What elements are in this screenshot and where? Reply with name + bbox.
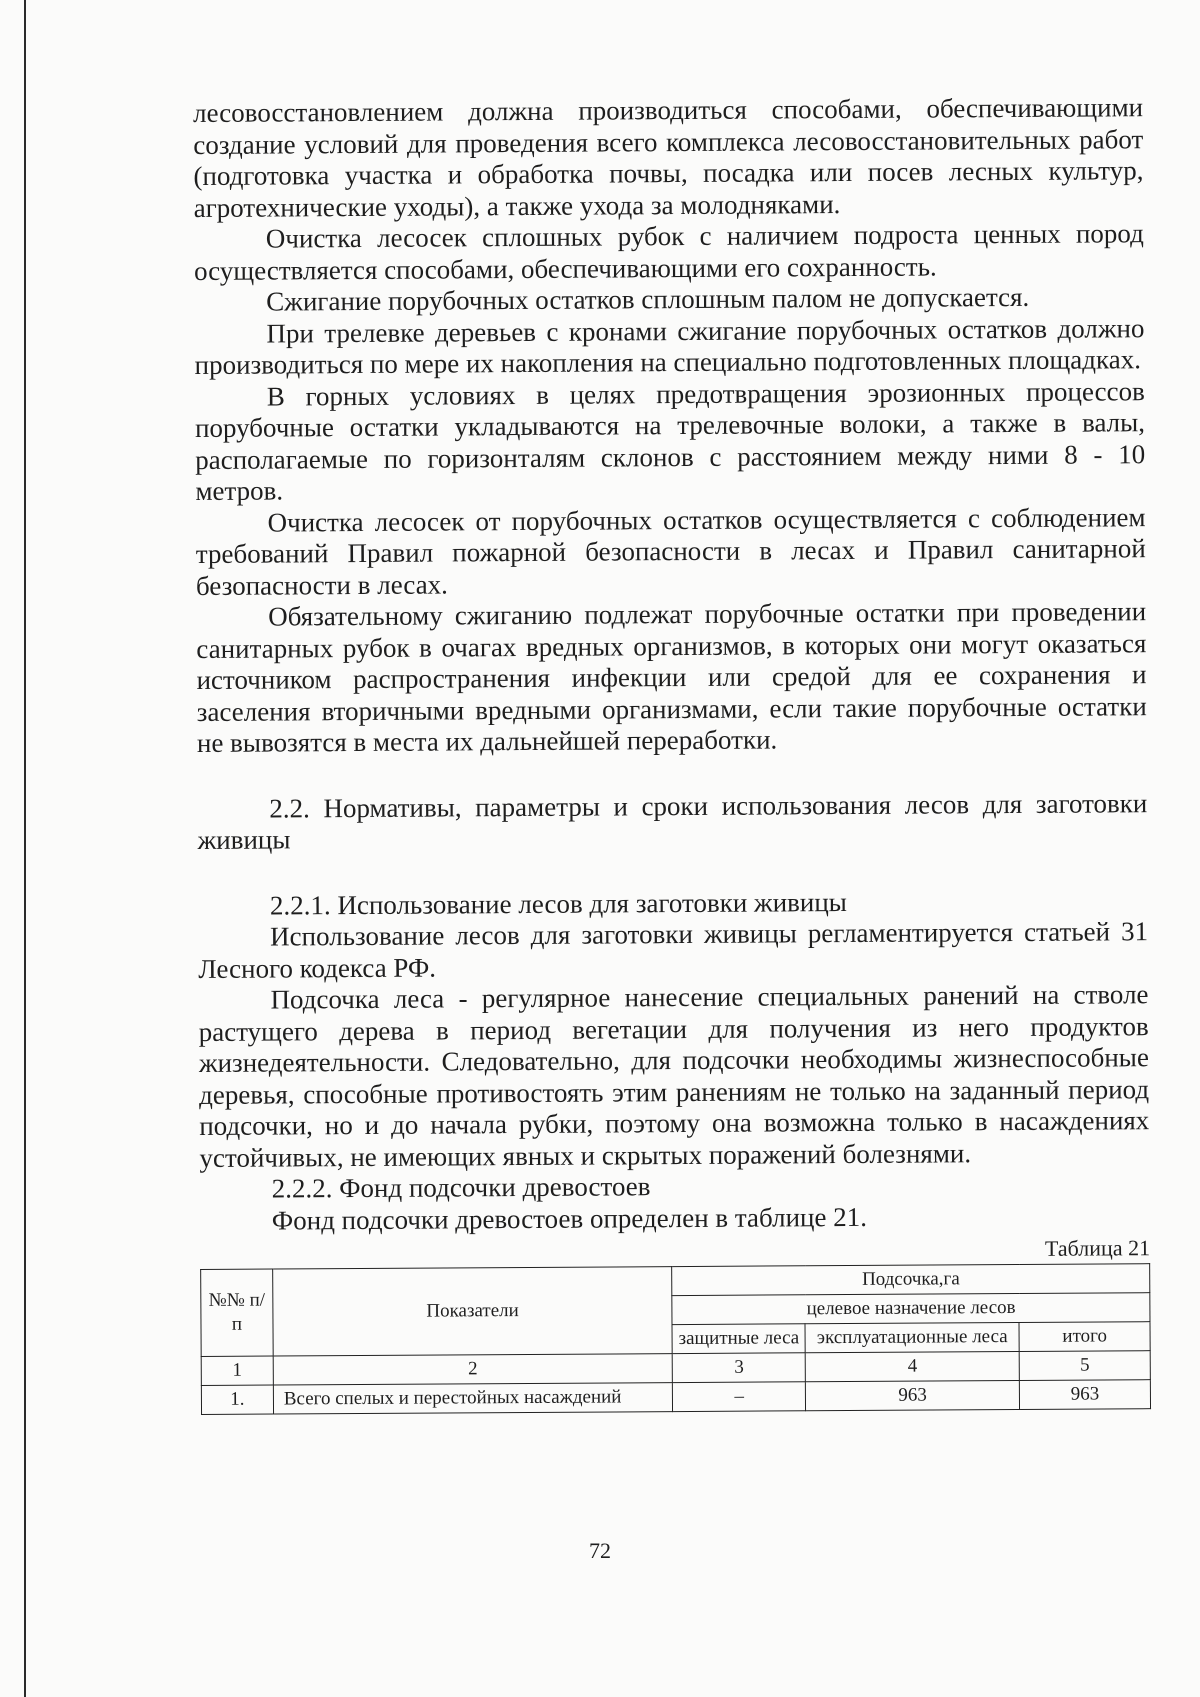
spacer <box>198 851 1148 891</box>
row-num: 1. <box>201 1385 273 1414</box>
table-row <box>201 1380 1150 1415</box>
paragraph-4: При трелевке деревьев с кронами сжигание порубочных остатков должно производиться по мере их накопления на специально подготовленных площадках. <box>194 312 1145 380</box>
header-exploitation: эксплуатационные леса <box>805 1322 1019 1352</box>
left-margin-line <box>24 0 26 1697</box>
paragraph-8: Использование лесов для заготовки живицы регламентируется статьей 31 Лесного кодекса РФ. <box>198 916 1149 984</box>
row-name: Всего спелых и перестойных насаждений <box>273 1383 673 1414</box>
row-total: 963 <box>1019 1380 1150 1410</box>
paragraph-3: Сжигание порубочных остатков сплошным палом не допускается. <box>266 281 1030 317</box>
row-exploitation: 963 <box>806 1380 1020 1410</box>
table-caption: Таблица 21 <box>1044 1235 1151 1261</box>
index-cell: 5 <box>1019 1351 1150 1381</box>
spacer <box>197 754 1147 794</box>
section-heading-2-2-1: 2.2.1. Использование лесов для заготовки живицы <box>269 886 847 921</box>
section-heading-2-2-2: 2.2.2. Фонд подсочки древостоев <box>271 1171 651 1204</box>
row-protective: – <box>673 1382 806 1412</box>
paragraph-1: лесовосстановлением должна производиться способами, обеспечивающими создание условий для проведения всего комплекса лесовосстановительных работ (подготовка участка и обработка почвы, посадка или посев лесных культур, агротехнические уходы), а также ухода за молодняками. <box>193 92 1144 223</box>
document-page <box>193 92 1151 1415</box>
paragraph-5: В горных условиях в целях предотвращения эрозионных процессов порубочные остатки укладываются на трелевочные волоки, а также в валы, располагаемые по горизонталям склонов с расстоянием между ними 8 - 10 метров. <box>194 375 1146 506</box>
paragraph-6: Очистка лесосек от порубочных остатков осуществляется с соблюдением требований Правил пожарной безопасности в лесах и Правил санитарной безопасности в лесах. <box>195 501 1146 601</box>
header-num: №№ п/п <box>201 1269 273 1356</box>
index-cell: 1 <box>201 1356 273 1385</box>
index-cell: 2 <box>273 1354 673 1385</box>
paragraph-9: Подсочка леса - регулярное нанесение специальных ранений на стволе растущего дерева в период вегетации для получения из него продуктов жизнедеятельности. Следовательно, для подсочки необходимы жизнеспособные деревья, способные противостоять этим ранениям не только на заданный период подсочки, но и до начала рубки, поэтому она возможна только в насаждениях устойчивых, не имеющих явных и скрытых поражений болезнями. <box>198 979 1150 1173</box>
header-indicators: Показатели <box>273 1267 673 1356</box>
header-protective: защитные леса <box>672 1324 805 1354</box>
index-cell: 4 <box>805 1351 1019 1381</box>
header-total: итого <box>1019 1322 1150 1352</box>
section-heading-2-2: 2.2. Нормативы, параметры и сроки использования лесов для заготовки живицы <box>197 787 1148 855</box>
paragraph-10: Фонд подсочки древостоев определен в таблице 21. <box>271 1201 867 1236</box>
page-number: 72 <box>589 1538 611 1563</box>
table-21 <box>200 1263 1151 1415</box>
header-subgroup: целевое назначение лесов <box>672 1293 1150 1325</box>
header-group: Подсочка,га <box>672 1264 1150 1296</box>
paragraph-2: Очистка лесосек сплошных рубок с наличием подроста ценных пород осуществляется способами, обеспечивающими его сохранность. <box>193 218 1144 286</box>
index-cell: 3 <box>673 1353 806 1383</box>
paragraph-7: Обязательному сжиганию подлежат порубочные остатки при проведении санитарных рубок в очагах вредных организмов, в которых они могут оказаться источником распространения инфекции или средой для ее сохранения и заселения вторичными вредными организмами, если такие порубочные остатки не вывозятся в места их дальнейшей переработки. <box>196 596 1147 758</box>
